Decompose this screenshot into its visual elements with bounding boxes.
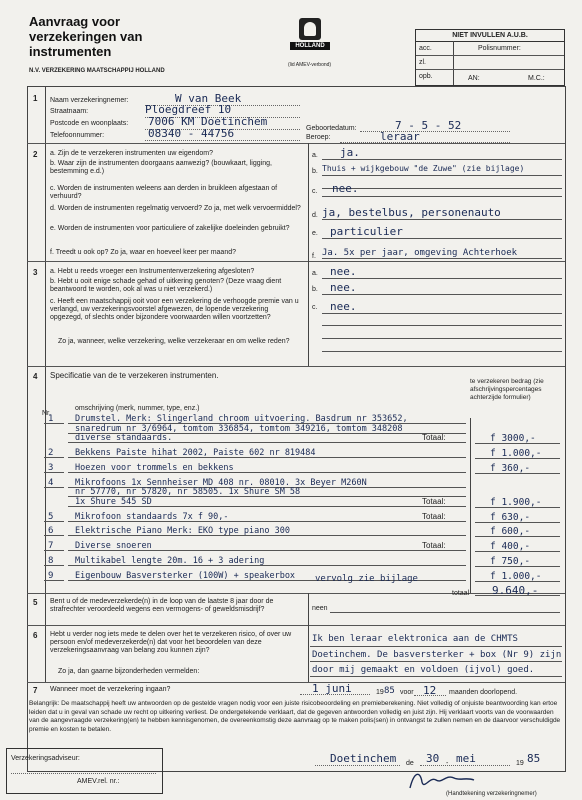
instrument-description[interactable]: Multikabel lengte 20m. 16 + 3 adering	[75, 556, 265, 566]
instrument-amount[interactable]: f 750,-	[490, 556, 531, 567]
telefoon-value[interactable]: 08340 - 44756	[148, 127, 235, 140]
holland-emblem-icon	[299, 18, 321, 40]
a7-voor: voor	[400, 689, 414, 696]
instrument-amount[interactable]: f 630,-	[490, 511, 531, 523]
a7-year[interactable]: 85	[384, 686, 395, 696]
postcode-label: Postcode en woonplaats:	[50, 120, 129, 127]
office-zl: zl.	[419, 59, 426, 66]
instrument-description[interactable]: 1x Shure 545 SD	[75, 496, 152, 507]
form-title	[29, 14, 142, 59]
office-mc: M.C.:	[528, 75, 545, 82]
q3b: b. Hebt u ooit enige schade gehad of uitkering genoten? (Deze vraag dient beantwoord te worden, ook al was u niet verzekerd.)	[50, 278, 282, 293]
section-1-number: 1	[33, 94, 38, 103]
footer-maand[interactable]: mei	[456, 752, 476, 765]
a7-duur[interactable]: 12	[423, 684, 437, 697]
office-an: AN:	[468, 75, 480, 82]
geboortedatum-value[interactable]: 7 - 5 - 52	[395, 119, 462, 132]
instrument-totaal-label: Totaal:	[422, 433, 446, 443]
instrument-description[interactable]: Elektrische Piano Merk: EKO type piano 300	[75, 526, 290, 537]
adviseur-box	[6, 748, 163, 794]
q2a: a. Zijn de te verzekeren instrumenten uw eigendom?	[50, 150, 214, 157]
instrument-description[interactable]: Mikrofoon standaards 7x f 90,-	[75, 511, 229, 522]
instrument-amount[interactable]: f 600,-	[490, 526, 531, 538]
col-nr-header: Nr.	[42, 410, 51, 417]
instrument-nr: 4	[48, 477, 54, 488]
s4-title: Specificatie van de te verzekeren instrumenten.	[50, 371, 219, 380]
geboortedatum-label: Geboortedatum:	[306, 125, 357, 132]
office-use-box	[415, 29, 565, 86]
col-desc-header: omschrijving (merk, nummer, type, enz.)	[75, 405, 200, 412]
instrument-nr: 2	[48, 448, 54, 458]
q3c-2: Zo ja, wanneer, welke verzekering, welke verzekeraar en om welke reden?	[58, 338, 290, 345]
q5: Bent u of de medeverzekerde(n) in de loop van de laatste 8 jaar door de strafrechter veroordeeld wegens een vermogens- of geweldsmisdrijf?	[50, 598, 274, 613]
footer-de: de	[406, 760, 414, 767]
a3c[interactable]: nee.	[330, 300, 357, 313]
col-amount-header: te verzekeren bedrag (zie afschrijvingspercentages achterzijde formulier)	[470, 378, 544, 401]
instrument-nr: 5	[48, 511, 54, 522]
instrument-description[interactable]: nr 57770, nr 57820, nr 58505. 1x Shure SM 58	[75, 487, 301, 498]
instrument-nr: 1	[48, 414, 54, 424]
a2d[interactable]: ja, bestelbus, personenauto	[322, 206, 501, 219]
section-3-number: 3	[33, 268, 38, 277]
instrument-nr: 9	[48, 570, 54, 581]
instrument-nr: 3	[48, 462, 54, 473]
title-line-3: instrumenten	[29, 44, 112, 59]
vervolg-note: vervolg zie bijlage	[315, 574, 418, 584]
instrument-amount[interactable]: f 400,-	[490, 541, 531, 553]
instrument-description[interactable]: Drumstel. Merk: Slingerland chroom uitvoering. Basdrum nr 353652,	[75, 414, 408, 424]
footer-jaar-prefix: 19	[516, 760, 524, 767]
a3a[interactable]: nee.	[330, 265, 357, 278]
company-name: N.V. VERZEKERING MAATSCHAPPIJ HOLLAND	[29, 68, 165, 74]
office-polisnummer: Polisnummer:	[478, 45, 521, 52]
instrument-description[interactable]: Hoezen voor trommels en bekkens	[75, 462, 234, 473]
signature[interactable]	[400, 768, 520, 792]
instrument-totaal-label: Totaal:	[422, 511, 446, 521]
a2a[interactable]: ja.	[340, 146, 360, 159]
section-2-number: 2	[33, 150, 38, 159]
a5[interactable]: neen	[312, 605, 328, 612]
a3b[interactable]: nee.	[330, 281, 357, 294]
a7-maanden: maanden doorlopend.	[449, 689, 518, 696]
section-4-number: 4	[33, 372, 38, 381]
a6-line-1[interactable]: Ik ben leraar elektronica aan de CHMTS	[312, 634, 518, 644]
beroep-label: Beroep:	[306, 134, 331, 141]
signature-scribble-icon	[400, 768, 520, 792]
office-opb: opb.	[419, 73, 433, 80]
section-7-number: 7	[33, 686, 38, 695]
title-line-1: Aanvraag voor	[29, 14, 121, 29]
instrument-description[interactable]: snaredrum nr 3/6964, tomtom 336854, tomtom 349216, tomtom 348208	[75, 423, 403, 434]
footer-plaats[interactable]: Doetinchem	[330, 752, 397, 765]
handtekening-label: (Handtekening verzekeringnemer)	[446, 791, 537, 797]
instrument-amount[interactable]: f 3000,-	[490, 433, 536, 445]
instrument-totaal-label: Totaal:	[422, 496, 446, 506]
office-use-title: NIET INVULLEN A.U.B.	[416, 30, 564, 42]
telefoon-label: Telefoonnummer:	[50, 132, 105, 139]
belangrijk-text: Belangrijk: De maatschappij heeft uw antwoorden op de gestelde vragen nodig voor een juiste risicobeoordeling en premieberekening. Niet volledig of onjuiste beantwoording kan ertoe leiden dat u in geval van schade uw recht op uitkering verliest. De ondergetekende verklaart, dat de gegeven antwoorden volledig en juist zijn. Hij verklaart voorts van de voorwaarden van de aangevraagde verzekering(en) te hebben kennisgenomen, de overeenkomstig deze aanvraag op te maken polis(sen) in ontvangst te zullen nemen en de daarvoor verschuldigde premie en kosten te betalen.	[29, 700, 561, 733]
instrument-description[interactable]: Mikrofoons 1x Sennheiser MD 408 nr. 08010. 3x Beyer M260N	[75, 477, 367, 488]
straat-value[interactable]: Ploegdreef 10	[145, 103, 232, 116]
holland-logo	[290, 18, 330, 50]
instrument-amount[interactable]: f 1.000,-	[490, 570, 542, 582]
instrument-description[interactable]: Eigenbouw Basversterker (100W) + speakerbox	[75, 570, 296, 581]
q6: Hebt u verder nog iets mede te delen over het te verzekeren risico, of over uw persoon en/of medeverzekerde(n) dat voor het beoordelen van deze verzekeringsaanvraag van belang zou kunnen zijn?	[50, 631, 292, 654]
instrument-nr: 6	[48, 526, 54, 537]
q2c: c. Worden de instrumenten weleens aan derden in bruikleen afgestaan of verhuurd?	[50, 185, 278, 200]
instrument-amount[interactable]: f 360,-	[490, 462, 531, 474]
q6-2: Zo ja, dan gaarne bijzonderheden vermelden:	[58, 668, 200, 675]
q2f: f. Treedt u ook op? Zo ja, waar en hoeveel keer per maand?	[50, 249, 237, 256]
a7-date[interactable]: 1 juni	[312, 682, 352, 695]
amev-label: AMEV.rel. nr.:	[77, 778, 120, 785]
totaal-value[interactable]: 9.640,-	[492, 584, 539, 597]
q3c: c. Heeft een maatschappij ooit voor een verzekering de verhoogde premie van u verlangd, uw verzekeringsvoorstel afgewezen, de lopende verzekering opgezegd, of slechts onder bijzondere voorwaarden willen voortzetten?	[50, 298, 299, 321]
beroep-value[interactable]: leraar	[380, 130, 420, 143]
instrument-description[interactable]: Bekkens Paiste hihat 2002, Paiste 602 nr 819484	[75, 448, 316, 458]
instrument-amount[interactable]: f 1.900,-	[490, 496, 542, 508]
holland-logo-text: HOLLAND	[290, 42, 330, 50]
q7: Wanneer moet de verzekering ingaan?	[50, 686, 171, 693]
instrument-nr: 7	[48, 541, 54, 552]
footer-jaar[interactable]: 85	[527, 752, 541, 765]
office-acc: acc.	[419, 45, 432, 52]
q2b: b. Waar zijn de instrumenten doorgaans aanwezig? (bouwkaart, ligging, bestemming e.d.)	[50, 160, 272, 175]
a7-year-prefix: 19	[376, 689, 384, 696]
naam-value[interactable]: W van Beek	[175, 92, 242, 105]
adviseur-label: Verzekeringsadviseur:	[11, 755, 80, 762]
instrument-description[interactable]: Diverse snoeren	[75, 541, 152, 552]
q2d: d. Worden de instrumenten regelmatig vervoerd? Zo ja, met welk vervoermiddel?	[50, 205, 301, 212]
instrument-totaal-label: Totaal:	[422, 541, 446, 551]
q2e: e. Worden de instrumenten voor particuliere of zakelijke doeleinden gebruikt?	[50, 225, 290, 232]
a6-line-2[interactable]: Doetinchem. De basversterker + box (Nr 9) zijn	[312, 650, 562, 660]
instrument-nr: 8	[48, 556, 54, 566]
q3a: a. Hebt u reeds vroeger een Instrumentenverzekering afgesloten?	[50, 268, 255, 275]
a6-line-3[interactable]: door mij gemaakt en voldoen (ijvol) goed.	[312, 665, 535, 675]
a2f[interactable]: Ja. 5x per jaar, omgeving Achterhoek	[322, 248, 518, 258]
footer-dag[interactable]: 30	[426, 752, 440, 765]
straat-label: Straatnaam:	[50, 108, 89, 115]
a2c[interactable]: nee.	[332, 182, 359, 195]
instrument-amount[interactable]: f 1.000,-	[490, 448, 542, 459]
naam-label: Naam verzekeringnemer:	[50, 97, 129, 104]
a2b[interactable]: Thuis + wijkgebouw "de Zuwe" (zie bijlage)	[322, 164, 525, 173]
section-6-number: 6	[33, 631, 38, 640]
postcode-value[interactable]: 7006 KM Doetinchem	[148, 115, 268, 128]
a2e[interactable]: particulier	[330, 225, 403, 238]
instrument-description[interactable]: diverse standaards.	[75, 433, 173, 444]
section-5-number: 5	[33, 598, 38, 607]
logo-subtext: (lid AMEV-verbond)	[288, 62, 332, 68]
title-line-2: verzekeringen van	[29, 29, 143, 44]
totaal-label: totaal	[452, 590, 470, 597]
